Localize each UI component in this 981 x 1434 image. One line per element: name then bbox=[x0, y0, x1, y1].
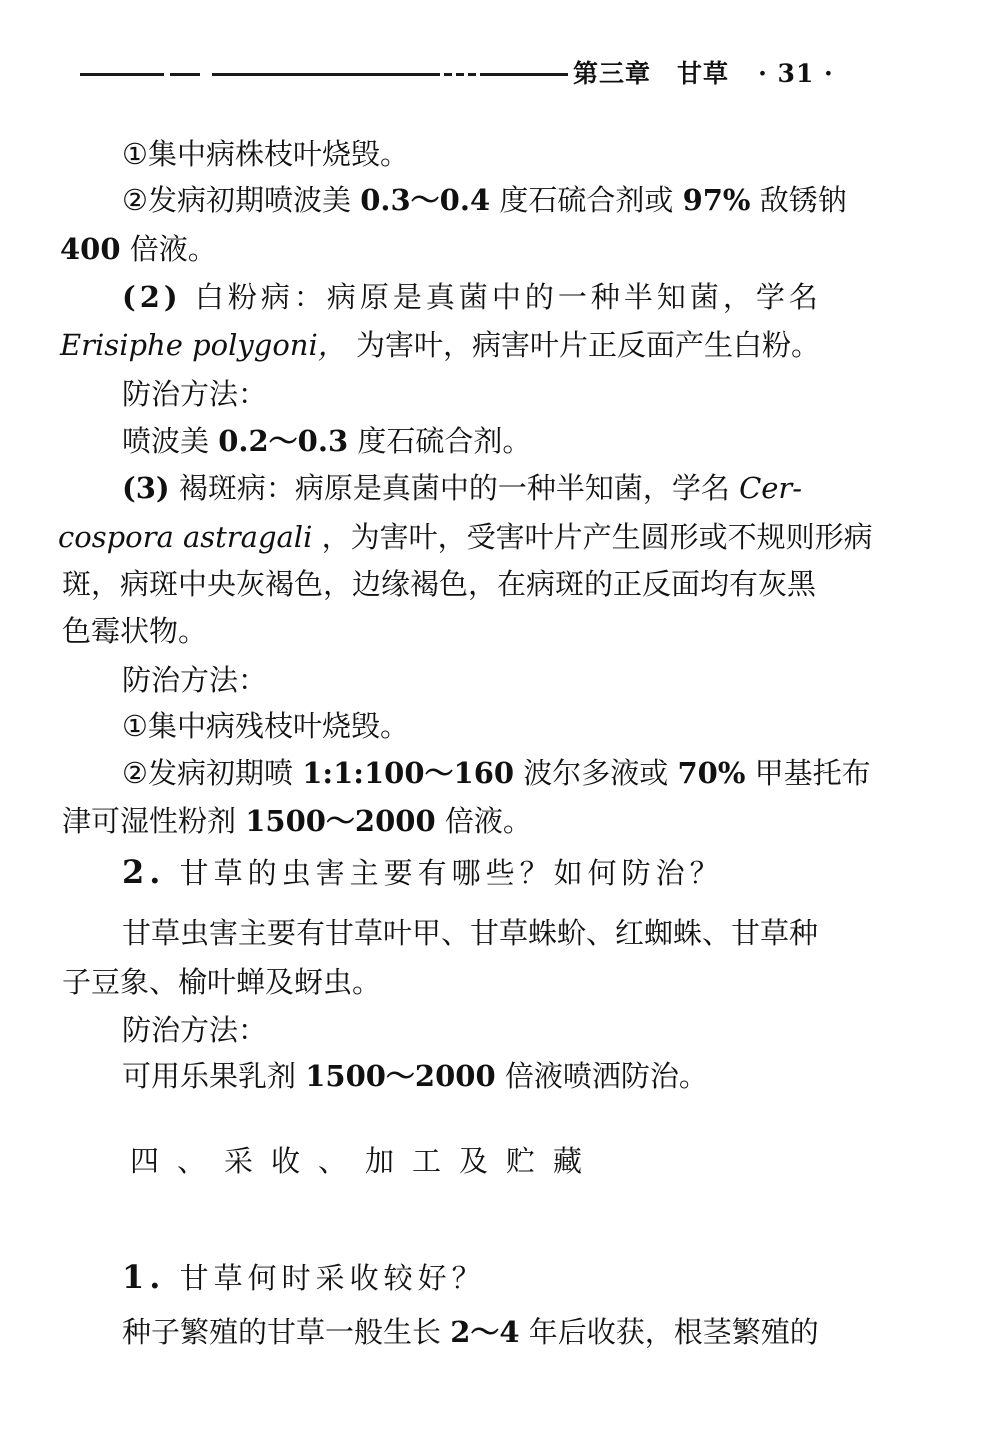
question-number: 1. bbox=[122, 1258, 166, 1296]
body-line bbox=[62, 801, 532, 841]
running-header bbox=[80, 58, 860, 92]
line-text: 度石硫合剂。 bbox=[348, 424, 532, 458]
body-line bbox=[122, 1312, 819, 1352]
line-text: 斑，病斑中央灰褐色，边缘褐色，在病斑的正反面均有灰黑 bbox=[62, 567, 817, 601]
line-text: 倍液。 bbox=[435, 804, 532, 838]
line-text: 波尔多液或 bbox=[514, 756, 678, 790]
line-text: 可用乐果乳剂 bbox=[122, 1059, 306, 1093]
header-rule-gap bbox=[464, 72, 468, 77]
line-text: 甲基托布 bbox=[745, 756, 871, 790]
line-text: 子豆象、榆叶蝉及蚜虫。 bbox=[62, 965, 382, 999]
line-text: 为害叶，病害叶片正反面产生白粉。 bbox=[346, 328, 820, 362]
line-text: 色霉状物。 bbox=[62, 614, 208, 648]
line-text: 度石硫合剂或 bbox=[490, 183, 683, 217]
number-range: 1500～2000 bbox=[305, 1059, 496, 1093]
ratio: 1:1:100～160 bbox=[302, 756, 515, 790]
number-range: 0.2～0.3 bbox=[218, 424, 349, 458]
body-line bbox=[122, 753, 871, 793]
number: 400 bbox=[60, 232, 121, 266]
question-heading bbox=[122, 852, 724, 893]
number-range: 2～4 bbox=[450, 1315, 520, 1349]
body-line bbox=[60, 229, 217, 269]
line-text: 甘草虫害主要有甘草叶甲、甘草蛛蚧、红蜘蛛、甘草种 bbox=[122, 916, 819, 950]
body-line bbox=[122, 660, 267, 700]
body-line bbox=[62, 611, 207, 651]
line-text: 防治方法： bbox=[122, 663, 268, 697]
body-line bbox=[62, 564, 816, 604]
header-rule-gap bbox=[164, 72, 170, 77]
question-number: 2. bbox=[122, 853, 166, 891]
question-text: 甘草何时采收较好？ bbox=[165, 1261, 486, 1295]
body-line bbox=[58, 517, 873, 557]
line-text: 敌锈钠 bbox=[750, 183, 847, 217]
number-range: 0.3～0.4 bbox=[360, 183, 491, 217]
header-rule-gap bbox=[200, 72, 212, 77]
line-text: 倍液。 bbox=[120, 232, 217, 266]
line-text: ②发病初期喷 bbox=[122, 756, 303, 790]
line-text: 防治方法： bbox=[122, 377, 268, 411]
body-line bbox=[122, 374, 267, 414]
header-rule-gap bbox=[440, 72, 444, 77]
item-number: (3) bbox=[122, 471, 170, 505]
latin-name: cospora astragali bbox=[58, 520, 313, 554]
line-text: 年后收获，根茎繁殖的 bbox=[519, 1315, 819, 1349]
line-text: 褐斑病：病原是真菌中的一种半知菌，学名 bbox=[169, 471, 740, 505]
line-text: ①集中病株枝叶烧毁。 bbox=[122, 137, 409, 171]
body-line bbox=[60, 325, 820, 365]
line-text: 津可湿性粉剂 bbox=[62, 804, 246, 838]
body-line bbox=[122, 706, 409, 746]
section-title: 四、采收、加工及贮藏 bbox=[130, 1144, 601, 1178]
line-text: ，为害叶，受害叶片产生圆形或不规则形病 bbox=[312, 520, 873, 554]
item-number: (2) bbox=[122, 280, 182, 314]
body-line bbox=[122, 134, 409, 174]
body-line bbox=[122, 421, 531, 461]
body-line bbox=[122, 1010, 267, 1050]
line-text: 喷波美 bbox=[122, 424, 219, 458]
line-text: ②发病初期喷波美 bbox=[122, 183, 361, 217]
body-line bbox=[122, 1056, 708, 1096]
body-line bbox=[122, 468, 802, 508]
latin-name: Erisiphe polygoni， bbox=[60, 328, 347, 362]
body-line bbox=[122, 180, 847, 220]
header-rule-gap bbox=[476, 72, 480, 77]
section-heading bbox=[130, 1141, 600, 1181]
line-text: 白粉病：病原是真菌中的一种半知菌，学名 bbox=[181, 280, 822, 314]
chapter-title: 第三章 甘草 bbox=[573, 59, 730, 88]
body-line bbox=[62, 962, 381, 1002]
chapter-header bbox=[573, 58, 834, 90]
line-text: 防治方法： bbox=[122, 1013, 268, 1047]
question-text: 甘草的虫害主要有哪些？如何防治？ bbox=[165, 856, 724, 890]
header-rule-gap bbox=[452, 72, 456, 77]
question-heading bbox=[122, 1257, 486, 1298]
line-text: 种子繁殖的甘草一般生长 bbox=[122, 1315, 451, 1349]
line-text: ①集中病残枝叶烧毁。 bbox=[122, 709, 409, 743]
page-number: · 31 · bbox=[758, 59, 834, 88]
number-range: 1500～2000 bbox=[245, 804, 436, 838]
percentage: 97% bbox=[682, 183, 751, 217]
line-text: 倍液喷洒防治。 bbox=[495, 1059, 708, 1093]
header-rule bbox=[80, 73, 568, 76]
body-line bbox=[122, 913, 818, 953]
percentage: 70% bbox=[677, 756, 746, 790]
body-line bbox=[122, 277, 822, 317]
latin-name: Cer- bbox=[739, 471, 803, 505]
